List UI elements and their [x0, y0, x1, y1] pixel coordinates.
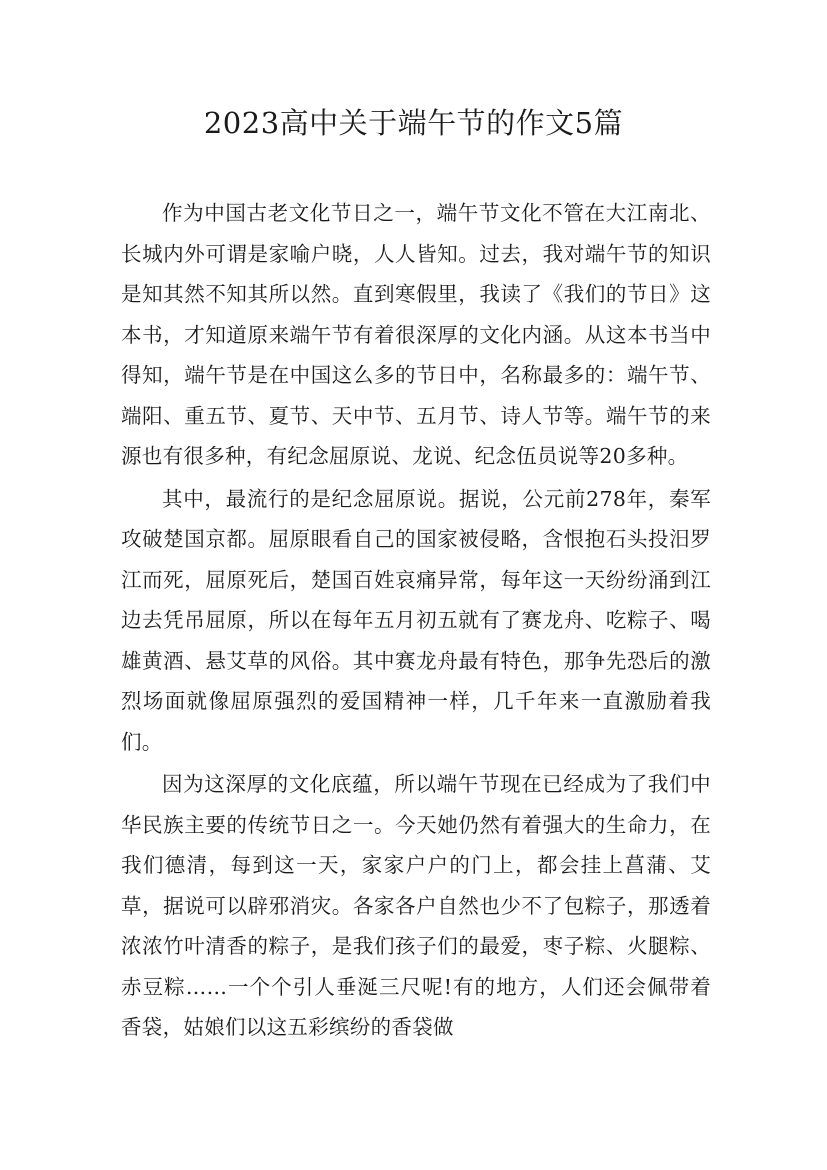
document-title: 2023高中关于端午节的作文5篇 [203, 106, 624, 140]
paragraph-2: 其中，最流行的是纪念屈原说。据说，公元前278年，秦军攻破楚国京都。屈原眼看自己的国家被侵略，含恨抱石头投汨罗江而死，屈原死后，楚国百姓哀痛异常，每年这一天纷纷涌到江边去凭吊屈原，所以在每年五月初五就有了赛龙舟、吃粽子、喝雄黄酒、悬艾草的风俗。其中赛龙舟最有特色，那争先恐后的激烈场面就像屈原强烈的爱国精神一样，几千年来一直激励着我们。 [121, 486, 711, 754]
document-body [121, 193, 711, 1048]
paragraph-3: 因为这深厚的文化底蕴，所以端午节现在已经成为了我们中华民族主要的传统节日之一。今天她仍然有着强大的生命力，在我们德清，每到这一天，家家户户的门上，都会挂上菖蒲、艾草，据说可以辟邪消灾。各家各户自然也少不了包粽子，那透着浓浓竹叶清香的粽子，是我们孩子们的最爱，枣子粽、火腿粽、赤豆粽……一个个引人垂涎三尺呢!有的地方，人们还会佩带着香袋，姑娘们以这五彩缤纷的香袋做 [121, 772, 711, 1039]
paragraph-1: 作为中国古老文化节日之一，端午节文化不管在大江南北、长城内外可谓是家喻户晓，人人皆知。过去，我对端午节的知识是知其然不知其所以然。直到寒假里，我读了《我们的节日》这本书，才知道原来端午节有着很深厚的文化内涵。从这本书当中得知，端午节是在中国这么多的节日中，名称最多的：端午节、端阳、重五节、夏节、天中节、五月节、诗人节等。端午节的来源也有很多种，有纪念屈原说、龙说、纪念伍员说等20多种。 [121, 201, 711, 468]
